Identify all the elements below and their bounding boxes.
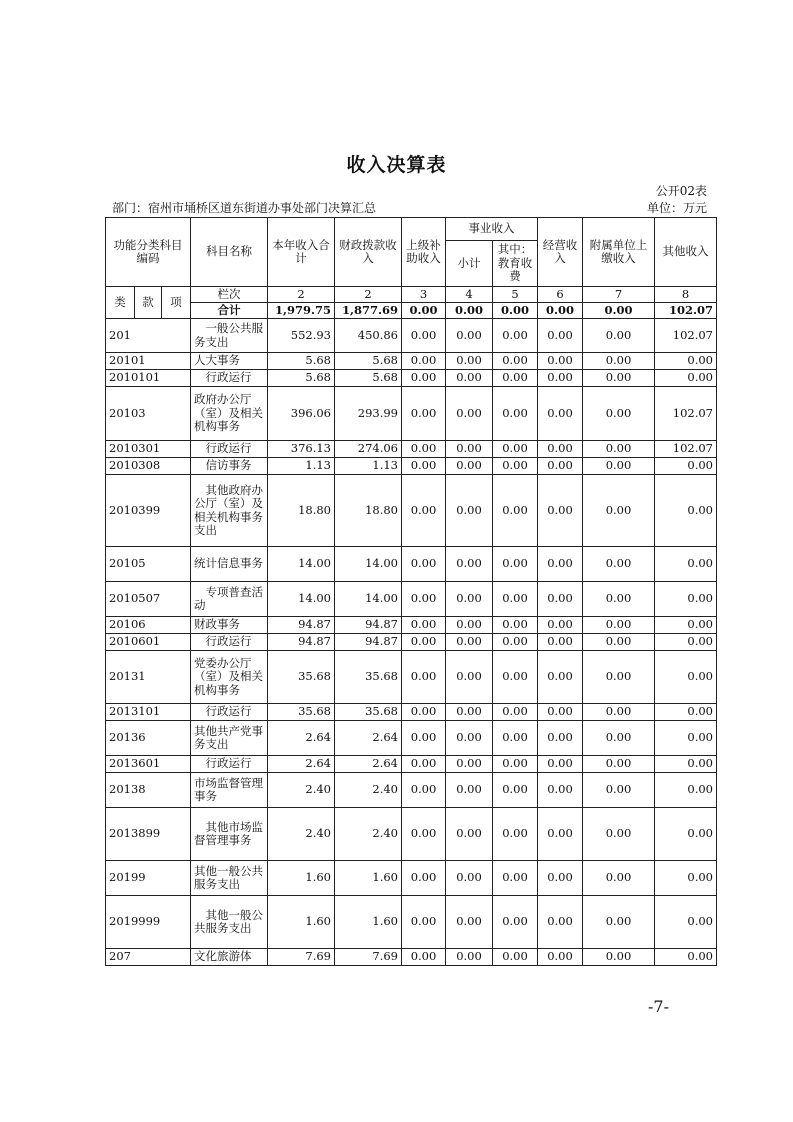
row-other: 0.00 bbox=[655, 353, 717, 370]
row-fiscal: 274.06 bbox=[335, 441, 402, 458]
table-row bbox=[106, 861, 717, 896]
header-business-group: 事业收入 bbox=[446, 218, 538, 241]
row-affiliated: 0.00 bbox=[583, 773, 655, 808]
row-operating: 0.00 bbox=[538, 387, 583, 441]
row-other: 102.07 bbox=[655, 319, 717, 353]
row-edu: 0.00 bbox=[493, 704, 538, 721]
table-row bbox=[106, 949, 717, 966]
totals-subtotal: 0.00 bbox=[446, 303, 493, 319]
row-subtotal: 0.00 bbox=[446, 634, 493, 651]
row-fiscal: 14.00 bbox=[335, 547, 402, 582]
row-total: 1.13 bbox=[268, 458, 335, 475]
row-code: 201 bbox=[106, 319, 191, 353]
row-affiliated: 0.00 bbox=[583, 721, 655, 756]
row-name: 财政事务 bbox=[191, 617, 268, 634]
row-total: 2.40 bbox=[268, 773, 335, 808]
totals-label: 合计 bbox=[191, 303, 268, 319]
table-row bbox=[106, 582, 717, 617]
row-edu: 0.00 bbox=[493, 861, 538, 896]
row-code: 20199 bbox=[106, 861, 191, 896]
row-superior: 0.00 bbox=[402, 353, 446, 370]
row-other: 0.00 bbox=[655, 704, 717, 721]
row-name: 行政运行 bbox=[191, 704, 268, 721]
row-code: 2013601 bbox=[106, 756, 191, 773]
row-subtotal: 0.00 bbox=[446, 773, 493, 808]
row-operating: 0.00 bbox=[538, 949, 583, 966]
row-code: 2010101 bbox=[106, 370, 191, 387]
row-subtotal: 0.00 bbox=[446, 319, 493, 353]
totals-total: 1,979.75 bbox=[268, 303, 335, 319]
row-subtotal: 0.00 bbox=[446, 353, 493, 370]
header-edu: 其中：教育收费 bbox=[493, 241, 538, 287]
row-code: 207 bbox=[106, 949, 191, 966]
row-subtotal: 0.00 bbox=[446, 651, 493, 704]
row-operating: 0.00 bbox=[538, 756, 583, 773]
unit-label: 单位：万元 bbox=[646, 201, 707, 215]
row-code: 20103 bbox=[106, 387, 191, 441]
table-row bbox=[106, 651, 717, 704]
table-row bbox=[106, 808, 717, 861]
row-edu: 0.00 bbox=[493, 475, 538, 547]
row-subtotal: 0.00 bbox=[446, 756, 493, 773]
row-edu: 0.00 bbox=[493, 756, 538, 773]
row-fiscal: 35.68 bbox=[335, 651, 402, 704]
table-row bbox=[106, 634, 717, 651]
row-other: 102.07 bbox=[655, 387, 717, 441]
row-superior: 0.00 bbox=[402, 441, 446, 458]
row-total: 14.00 bbox=[268, 582, 335, 617]
row-affiliated: 0.00 bbox=[583, 617, 655, 634]
row-other: 0.00 bbox=[655, 721, 717, 756]
row-fiscal: 94.87 bbox=[335, 634, 402, 651]
row-fiscal: 1.13 bbox=[335, 458, 402, 475]
table-row bbox=[106, 617, 717, 634]
row-code: 20131 bbox=[106, 651, 191, 704]
row-code: 2010301 bbox=[106, 441, 191, 458]
row-code: 2010601 bbox=[106, 634, 191, 651]
row-edu: 0.00 bbox=[493, 370, 538, 387]
row-edu: 0.00 bbox=[493, 441, 538, 458]
row-subtotal: 0.00 bbox=[446, 949, 493, 966]
header-lei: 类 bbox=[106, 287, 135, 319]
row-fiscal: 5.68 bbox=[335, 370, 402, 387]
header-kuan: 款 bbox=[135, 287, 162, 319]
row-superior: 0.00 bbox=[402, 458, 446, 475]
row-superior: 0.00 bbox=[402, 387, 446, 441]
row-affiliated: 0.00 bbox=[583, 634, 655, 651]
row-other: 0.00 bbox=[655, 896, 717, 949]
row-superior: 0.00 bbox=[402, 808, 446, 861]
row-name: 政府办公厅（室）及相关机构事务 bbox=[191, 387, 268, 441]
row-other: 0.00 bbox=[655, 547, 717, 582]
header-lanci: 栏次 bbox=[191, 287, 268, 303]
table-row bbox=[106, 475, 717, 547]
row-total: 376.13 bbox=[268, 441, 335, 458]
row-other: 0.00 bbox=[655, 773, 717, 808]
row-code: 2019999 bbox=[106, 896, 191, 949]
row-edu: 0.00 bbox=[493, 547, 538, 582]
row-superior: 0.00 bbox=[402, 773, 446, 808]
row-fiscal: 2.64 bbox=[335, 756, 402, 773]
row-edu: 0.00 bbox=[493, 808, 538, 861]
totals-superior: 0.00 bbox=[402, 303, 446, 319]
row-code: 20105 bbox=[106, 547, 191, 582]
table-row bbox=[106, 387, 717, 441]
row-fiscal: 1.60 bbox=[335, 861, 402, 896]
row-name: 行政运行 bbox=[191, 634, 268, 651]
row-edu: 0.00 bbox=[493, 458, 538, 475]
column-number: 6 bbox=[538, 287, 583, 303]
row-superior: 0.00 bbox=[402, 370, 446, 387]
column-number: 5 bbox=[493, 287, 538, 303]
row-affiliated: 0.00 bbox=[583, 319, 655, 353]
row-other: 0.00 bbox=[655, 458, 717, 475]
table-row bbox=[106, 547, 717, 582]
row-affiliated: 0.00 bbox=[583, 353, 655, 370]
header-other: 其他收入 bbox=[655, 218, 717, 287]
row-name: 人大事务 bbox=[191, 353, 268, 370]
column-number: 2 bbox=[335, 287, 402, 303]
row-superior: 0.00 bbox=[402, 949, 446, 966]
row-edu: 0.00 bbox=[493, 651, 538, 704]
page-title: 收入决算表 bbox=[346, 154, 447, 176]
table-row bbox=[106, 773, 717, 808]
row-fiscal: 18.80 bbox=[335, 475, 402, 547]
row-total: 552.93 bbox=[268, 319, 335, 353]
row-superior: 0.00 bbox=[402, 721, 446, 756]
row-subtotal: 0.00 bbox=[446, 861, 493, 896]
row-affiliated: 0.00 bbox=[583, 387, 655, 441]
row-other: 0.00 bbox=[655, 651, 717, 704]
row-operating: 0.00 bbox=[538, 861, 583, 896]
row-name: 一般公共服务支出 bbox=[191, 319, 268, 353]
row-total: 94.87 bbox=[268, 634, 335, 651]
row-edu: 0.00 bbox=[493, 721, 538, 756]
row-operating: 0.00 bbox=[538, 547, 583, 582]
row-superior: 0.00 bbox=[402, 756, 446, 773]
table-row bbox=[106, 458, 717, 475]
row-operating: 0.00 bbox=[538, 808, 583, 861]
row-fiscal: 293.99 bbox=[335, 387, 402, 441]
row-edu: 0.00 bbox=[493, 896, 538, 949]
row-name: 其他政府办公厅（室）及相关机构事务支出 bbox=[191, 475, 268, 547]
row-affiliated: 0.00 bbox=[583, 808, 655, 861]
row-code: 20101 bbox=[106, 353, 191, 370]
form-number: 公开02表 bbox=[655, 184, 707, 198]
row-subtotal: 0.00 bbox=[446, 582, 493, 617]
row-subtotal: 0.00 bbox=[446, 370, 493, 387]
row-edu: 0.00 bbox=[493, 634, 538, 651]
row-subtotal: 0.00 bbox=[446, 704, 493, 721]
row-other: 0.00 bbox=[655, 808, 717, 861]
row-total: 2.64 bbox=[268, 756, 335, 773]
row-superior: 0.00 bbox=[402, 475, 446, 547]
row-superior: 0.00 bbox=[402, 319, 446, 353]
row-code: 2010308 bbox=[106, 458, 191, 475]
totals-fiscal: 1,877.69 bbox=[335, 303, 402, 319]
income-table bbox=[105, 217, 717, 966]
row-edu: 0.00 bbox=[493, 353, 538, 370]
column-number: 2 bbox=[268, 287, 335, 303]
row-operating: 0.00 bbox=[538, 370, 583, 387]
row-edu: 0.00 bbox=[493, 949, 538, 966]
row-superior: 0.00 bbox=[402, 651, 446, 704]
row-other: 0.00 bbox=[655, 617, 717, 634]
row-total: 35.68 bbox=[268, 704, 335, 721]
row-name: 其他一般公共服务支出 bbox=[191, 896, 268, 949]
row-subtotal: 0.00 bbox=[446, 721, 493, 756]
row-superior: 0.00 bbox=[402, 704, 446, 721]
row-total: 35.68 bbox=[268, 651, 335, 704]
column-number: 4 bbox=[446, 287, 493, 303]
row-name: 其他市场监督管理事务 bbox=[191, 808, 268, 861]
row-subtotal: 0.00 bbox=[446, 617, 493, 634]
row-code: 20106 bbox=[106, 617, 191, 634]
row-fiscal: 450.86 bbox=[335, 319, 402, 353]
column-number: 8 bbox=[655, 287, 717, 303]
row-edu: 0.00 bbox=[493, 617, 538, 634]
row-affiliated: 0.00 bbox=[583, 582, 655, 617]
row-superior: 0.00 bbox=[402, 582, 446, 617]
row-other: 0.00 bbox=[655, 756, 717, 773]
row-affiliated: 0.00 bbox=[583, 861, 655, 896]
row-fiscal: 35.68 bbox=[335, 704, 402, 721]
row-code: 2010399 bbox=[106, 475, 191, 547]
row-other: 102.07 bbox=[655, 441, 717, 458]
row-operating: 0.00 bbox=[538, 634, 583, 651]
row-total: 5.68 bbox=[268, 353, 335, 370]
row-name: 行政运行 bbox=[191, 756, 268, 773]
row-operating: 0.00 bbox=[538, 319, 583, 353]
row-name: 行政运行 bbox=[191, 441, 268, 458]
row-name: 党委办公厅（室）及相关机构事务 bbox=[191, 651, 268, 704]
row-other: 0.00 bbox=[655, 634, 717, 651]
table-row bbox=[106, 756, 717, 773]
page-number: -7- bbox=[648, 997, 669, 1016]
row-superior: 0.00 bbox=[402, 547, 446, 582]
row-operating: 0.00 bbox=[538, 617, 583, 634]
row-name: 行政运行 bbox=[191, 370, 268, 387]
row-total: 1.60 bbox=[268, 861, 335, 896]
row-total: 14.00 bbox=[268, 547, 335, 582]
row-affiliated: 0.00 bbox=[583, 475, 655, 547]
row-subtotal: 0.00 bbox=[446, 547, 493, 582]
row-subtotal: 0.00 bbox=[446, 808, 493, 861]
row-operating: 0.00 bbox=[538, 582, 583, 617]
row-other: 0.00 bbox=[655, 475, 717, 547]
table-row bbox=[106, 441, 717, 458]
row-name: 信访事务 bbox=[191, 458, 268, 475]
row-name: 其他一般公共服务支出 bbox=[191, 861, 268, 896]
row-edu: 0.00 bbox=[493, 582, 538, 617]
table-row bbox=[106, 370, 717, 387]
row-subtotal: 0.00 bbox=[446, 441, 493, 458]
row-code: 2010507 bbox=[106, 582, 191, 617]
row-name: 其他共产党事务支出 bbox=[191, 721, 268, 756]
row-superior: 0.00 bbox=[402, 634, 446, 651]
row-code: 20136 bbox=[106, 721, 191, 756]
header-fiscal: 财政拨款收入 bbox=[335, 218, 402, 287]
row-operating: 0.00 bbox=[538, 721, 583, 756]
row-fiscal: 2.40 bbox=[335, 808, 402, 861]
row-affiliated: 0.00 bbox=[583, 547, 655, 582]
row-total: 7.69 bbox=[268, 949, 335, 966]
row-fiscal: 14.00 bbox=[335, 582, 402, 617]
row-edu: 0.00 bbox=[493, 387, 538, 441]
totals-operating: 0.00 bbox=[538, 303, 583, 319]
row-name: 文化旅游体 bbox=[191, 949, 268, 966]
row-fiscal: 2.40 bbox=[335, 773, 402, 808]
table-row bbox=[106, 704, 717, 721]
row-superior: 0.00 bbox=[402, 861, 446, 896]
header-affiliated: 附属单位上缴收入 bbox=[583, 218, 655, 287]
totals-affiliated: 0.00 bbox=[583, 303, 655, 319]
column-number: 7 bbox=[583, 287, 655, 303]
header-operating: 经营收入 bbox=[538, 218, 583, 287]
row-operating: 0.00 bbox=[538, 773, 583, 808]
row-subtotal: 0.00 bbox=[446, 387, 493, 441]
row-affiliated: 0.00 bbox=[583, 458, 655, 475]
header-code: 功能分类科目编码 bbox=[106, 218, 191, 287]
row-code: 2013101 bbox=[106, 704, 191, 721]
row-name: 专项普查活动 bbox=[191, 582, 268, 617]
row-other: 0.00 bbox=[655, 949, 717, 966]
totals-edu: 0.00 bbox=[493, 303, 538, 319]
row-superior: 0.00 bbox=[402, 617, 446, 634]
row-name: 统计信息事务 bbox=[191, 547, 268, 582]
row-total: 2.40 bbox=[268, 808, 335, 861]
row-fiscal: 94.87 bbox=[335, 617, 402, 634]
totals-other: 102.07 bbox=[655, 303, 717, 319]
header-superior: 上级补助收入 bbox=[402, 218, 446, 287]
row-subtotal: 0.00 bbox=[446, 458, 493, 475]
row-fiscal: 1.60 bbox=[335, 896, 402, 949]
row-total: 2.64 bbox=[268, 721, 335, 756]
row-other: 0.00 bbox=[655, 582, 717, 617]
row-edu: 0.00 bbox=[493, 319, 538, 353]
row-affiliated: 0.00 bbox=[583, 441, 655, 458]
row-other: 0.00 bbox=[655, 861, 717, 896]
row-code: 2013899 bbox=[106, 808, 191, 861]
row-affiliated: 0.00 bbox=[583, 756, 655, 773]
header-total: 本年收入合计 bbox=[268, 218, 335, 287]
row-code: 20138 bbox=[106, 773, 191, 808]
row-operating: 0.00 bbox=[538, 441, 583, 458]
row-operating: 0.00 bbox=[538, 458, 583, 475]
row-operating: 0.00 bbox=[538, 651, 583, 704]
row-affiliated: 0.00 bbox=[583, 370, 655, 387]
row-name: 市场监督管理事务 bbox=[191, 773, 268, 808]
row-total: 396.06 bbox=[268, 387, 335, 441]
table-row bbox=[106, 721, 717, 756]
row-edu: 0.00 bbox=[493, 773, 538, 808]
table-row bbox=[106, 353, 717, 370]
row-total: 5.68 bbox=[268, 370, 335, 387]
row-superior: 0.00 bbox=[402, 896, 446, 949]
row-affiliated: 0.00 bbox=[583, 949, 655, 966]
header-xiang: 项 bbox=[162, 287, 191, 319]
row-total: 18.80 bbox=[268, 475, 335, 547]
table-row bbox=[106, 319, 717, 353]
row-affiliated: 0.00 bbox=[583, 896, 655, 949]
row-operating: 0.00 bbox=[538, 896, 583, 949]
column-number: 3 bbox=[402, 287, 446, 303]
row-fiscal: 5.68 bbox=[335, 353, 402, 370]
row-subtotal: 0.00 bbox=[446, 475, 493, 547]
row-total: 94.87 bbox=[268, 617, 335, 634]
row-affiliated: 0.00 bbox=[583, 651, 655, 704]
row-operating: 0.00 bbox=[538, 475, 583, 547]
row-fiscal: 2.64 bbox=[335, 721, 402, 756]
row-other: 0.00 bbox=[655, 370, 717, 387]
header-name: 科目名称 bbox=[191, 218, 268, 287]
row-operating: 0.00 bbox=[538, 704, 583, 721]
table-row bbox=[106, 896, 717, 949]
row-fiscal: 7.69 bbox=[335, 949, 402, 966]
row-total: 1.60 bbox=[268, 896, 335, 949]
row-affiliated: 0.00 bbox=[583, 704, 655, 721]
row-operating: 0.00 bbox=[538, 353, 583, 370]
header-subtotal: 小计 bbox=[446, 241, 493, 287]
department-label: 部门：宿州市埇桥区道东街道办事处部门决算汇总 bbox=[112, 201, 377, 215]
row-subtotal: 0.00 bbox=[446, 896, 493, 949]
